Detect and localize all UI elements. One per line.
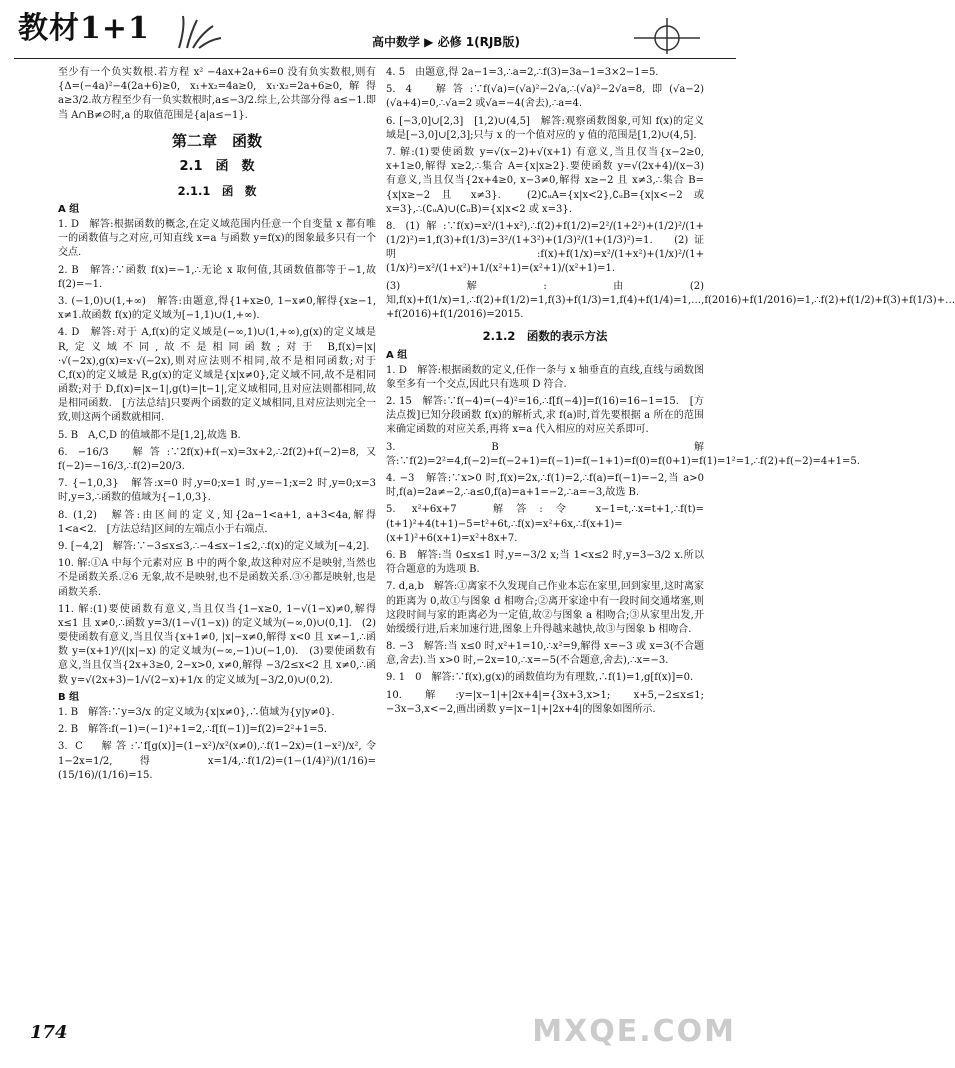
answer-item: 2. B 解答:f(−1)=(−1)²+1=2,∴f[f(−1)]=f(2)=2²+1=5.	[58, 724, 328, 736]
answer-item: 7. d,a,b 解答:①离家不久发现自己作业本忘在家里,回到家里,这时离家的距离为 0,故①与图象 d 相吻合;②离开家途中有一段时间交通堵塞,则这段时间与家的距离必为一定值,故②与图象 a 相吻合;③从家里出发,开始缓缓行进,后来加速行进,图象上升得越来越快,故③与图象 b 相吻合.	[386, 581, 704, 635]
answer-item: 10. 解:y=|x−1|+|2x+4|={3x+3,x>1; x+5,−2≤x≤1; −3x−3,x<−2,画出函数 y=|x−1|+|2x+4|的图象如图所示.	[386, 689, 704, 715]
answer-item: 10. 解:①A 中每个元素对应 B 中的两个象,故这种对应不是映射,当然也不是函数关系.②6 无象,故不是映射,也不是函数关系.③④都是映射,也是函数关系.	[58, 558, 376, 598]
answer-item: 1. D 解答:根据函数的定义,任作一条与 x 轴垂直的直线,直线与函数图象至多有一个交点,因此只有选项 D 符合.	[386, 364, 704, 390]
subsection-title: 2.1.1 函 数	[177, 183, 257, 198]
answer-item: 3. (−1,0)∪(1,+∞) 解答:由题意,得{1+x≥0, 1−x≠0,解得{x≥−1, x≠1.故函数 f(x)的定义域为[−1,1)∪(1,+∞).	[58, 295, 376, 322]
answer-item: 6. [−3,0]∪[2,3] [1,2)∪(4,5] 解答:观察函数图象,可知 f(x)的定义域是[−3,0]∪[2,3];只与 x 的一个值对应的 y 值的范围是[1,2)∪(4,5].	[386, 115, 704, 141]
answer-item: 4. 5 由题意,得 2a−1=3,∴a=2,∴f(3)=3a−1=3×2−1=5.	[386, 67, 659, 78]
answer-item: 7. 解:(1)要使函数 y=√(x−2)+√(x+1) 有意义,当且仅当{x−2≥0, x+1≥0,解得 x≥2,∴集合 A={x|x≥2}.要使函数 y=√(2x+4)/(x−3) 有意义,当且仅当{2x+4≥0, x−3≠0,解得 x≥−2 且 x≠3,∴集合 B={x|x≥−2 且 x≠3}. (2)∁ᵤA={x|x<2},∁ᵤB={x|x<−2 或 x=3},∴(∁ᵤA)∪(∁ᵤB)={x|x<2 或 x=3}.	[386, 146, 704, 215]
answer-item: 6. −16/3 解答:∵2f(x)+f(−x)=3x+2,∴2f(2)+f(−2)=8,又 f(−2)=−16/3,∴f(2)=20/3.	[58, 446, 376, 473]
answer-item: 4. D 解答:对于 A,f(x)的定义域是(−∞,1)∪(1,+∞),g(x)的定义域是 R,定义域不同,故不是相同函数;对于 B,f(x)=|x|·√(−2x),g(x)=x·√(−2x),则对应法则不相同,故不是相同函数;对于 C,f(x)的定义域是 R,g(x)的定义域是{x|x≠0},定义域不同,故不是相同函数;对于 D,f(x)=|x−1|,g(t)=|t−1|,定义域相同,且对应法则都相同,故是相同函数. [方法总结]只要两个函数的定义域相同,且对应法则完全一致,则这两个函数就相同.	[58, 327, 376, 424]
answer-item: (3)解:由(2)知,f(x)+f(1/x)=1,∴f(2)+f(1/2)=1,f(3)+f(1/3)=1,f(4)+f(1/4)=1,…,f(2016)+f(1/2016)=1,∴f(2)+f(1/2)+f(3)+f(1/3)+…+f(2016)+f(1/2016)=2015.	[386, 280, 955, 320]
page-header	[0, 0, 750, 62]
right-column	[386, 66, 955, 996]
answer-item: 6. B 解答:当 0≤x≤1 时,y=−3/2 x;当 1<x≤2 时,y=3−3/2 x.所以符合题意的为选项 B.	[386, 549, 704, 576]
answer-item: 5. x²+6x+7 解答:令 x−1=t,∴x=t+1,∴f(t)=(t+1)²+4(t+1)−5=t²+6t,∴f(x)=x²+6x,∴f(x+1)=(x+1)²+6(x+1)=x²+8x+7.	[386, 504, 704, 544]
page-number: 174	[30, 1022, 68, 1043]
site-watermark: MXQE.COM	[532, 1014, 736, 1050]
answer-item: 9. 1 0 解答:∵f(x),g(x)的函数值均为有理数,∴f(1)=1,g[f(x)]=0.	[386, 672, 694, 684]
answer-item: 11. 解:(1)要使函数有意义,当且仅当{1−x≥0, 1−√(1−x)≠0,解得 x≤1 且 x≠0,∴函数 y=3/(1−√(1−x)) 的定义域为(−∞,0)∪(0,1]. (2) 要使函数有意义,当且仅当{x+1≠0, |x|−x≠0,解得 x<0 且 x≠−1,∴函数 y=(x+1)⁰/(|x|−x) 的定义域为(−∞,−1)∪(−1,0). (3)要使函数有意义,当且仅当{2x+3≥0, 2−x>0, x≠0,解得 −3/2≤x<2 且 x≠0,∴函数 y=√(2x+3)−1/√(2−x)+1/x 的定义域为[−3/2,0)∪(0,2).	[58, 603, 376, 686]
answer-item: 5. 4 解答:∵f(√a)=(√a)²−2√a,∴(√a)²−2√a=8,即(√a−2)(√a+4)=0,∴√a=2 或√a=−4(舍去),∴a=4.	[386, 84, 704, 110]
book-brand: 教材1+1	[18, 11, 150, 46]
group-label: A 组	[58, 203, 80, 215]
grass-ornament-icon	[175, 14, 223, 50]
subject-label: 高中数学 ▶ 必修 1(RJB版)	[372, 35, 520, 49]
answer-item: 1. D 解答:根据函数的概念,在定义域范围内任意一个自变量 x 都有唯一的函数值与之对应,可知直线 x=a 与函数 y=f(x)的图象最多只有一个交点.	[58, 219, 376, 259]
chapter-title: 第二章 函数	[171, 131, 262, 150]
header-rule	[14, 58, 736, 59]
group-label: A 组	[386, 349, 408, 361]
answer-item: 7. {−1,0,3} 解答:x=0 时,y=0;x=1 时,y=−1;x=2 时,y=0;x=3 时,y=3,∴函数的值域为{−1,0,3}.	[58, 478, 376, 504]
answer-item: 3. B 解答:∵f(2)=2²=4,f(−2)=f(−2+1)=f(−1)=f(−1+1)=f(0)=f(0+1)=f(1)=1²=1,∴f(2)+f(−2)=4+1=5.	[386, 441, 860, 467]
answer-item: 2. B 解答:∵函数 f(x)=−1,∴无论 x 取何值,其函数值都等于−1,故 f(2)=−1.	[58, 264, 376, 290]
subsection-title: 2.1.2 函数的表示方法	[482, 329, 608, 344]
compass-emblem-icon	[632, 16, 702, 56]
answer-item: 8. (1)解:∵f(x)=x²/(1+x²),∴f(2)+f(1/2)=2²/(1+2²)+(1/2)²/(1+(1/2)²)=1,f(3)+f(1/3)=3²/(1+3²)+(1/3)²/(1+(1/3)²)=1. (2)证明:f(x)+f(1/x)=x²/(1+x²)+(1/x)²/(1+(1/x)²)=x²/(1+x²)+1/(x²+1)=(x²+1)/(x²+1)=1.	[386, 220, 704, 275]
answer-item: 3. C 解答:∵f[g(x)]=(1−x²)/x²(x≠0),∴f(1−2x)=(1−x²)/x²,令 1−2x=1/2,得 x=1/4,∴f(1/2)=(1−(1/4)²)/(1/16)=(15/16)/(1/16)=15.	[58, 741, 376, 781]
answer-text: 至少有一个负实数根.若方程 x² −4ax+2a+6=0 没有负实数根,则有{Δ=(−4a)²−4(2a+6)≥0, x₁+x₂=4a≥0, x₁·x₂=2a+6≥0,解得 a≥3/2.故方程至少有一负实数根时,a≤−3/2.综上,公共部分得 a≤−1.即当 A∩B≠∅时,a 的取值范围是{a|a≤−1}.	[58, 67, 376, 121]
answer-item: 1. B 解答:∵y=3/x 的定义域为{x|x≠0},∴值域为{y|y≠0}.	[58, 707, 335, 719]
answer-item: 8. (1,2) 解答:由区间的定义,知{2a−1<a+1, a+3<4a,解得 1<a<2. [方法总结]区间的左端点小于右端点.	[58, 509, 376, 535]
answer-item: 9. [−4,2] 解答:∵−3≤x≤3,∴−4≤x−1≤2,∴f(x)的定义域为[−4,2].	[58, 540, 370, 552]
group-label: B 组	[58, 691, 80, 703]
answer-item: 5. B A,C,D 的值域都不是[1,2],故选 B.	[58, 429, 241, 441]
answer-item: 2. 15 解答:∵f(−4)=(−4)²=16,∴f[f(−4)]=f(16)=16−1=15. [方法点拨]已知分段函数 f(x)的解析式,求 f(a)时,首先要根据 a 所在的范围来确定函数的对应关系,再将 x=a 代入相应的对应关系即可.	[386, 396, 704, 436]
left-column	[58, 66, 376, 1026]
section-title: 2.1 函 数	[179, 159, 255, 175]
answer-item: 8. −3 解答:当 x≤0 时,x²+1=10,∴x²=9,解得 x=−3 或 x=3(不合题意,舍去).当 x>0 时,−2x=10,∴x=−5(不合题意,舍去),∴x=−3.	[386, 641, 704, 667]
answer-item: 4. −3 解答:∵x>0 时,f(x)=2x,∴f(1)=2,∴f(a)=f(−1)=−2,当 a>0 时,f(a)=2a≠−2,∴a≤0,f(a)=a+1=−2,∴a=−3,故选 B.	[386, 473, 704, 499]
